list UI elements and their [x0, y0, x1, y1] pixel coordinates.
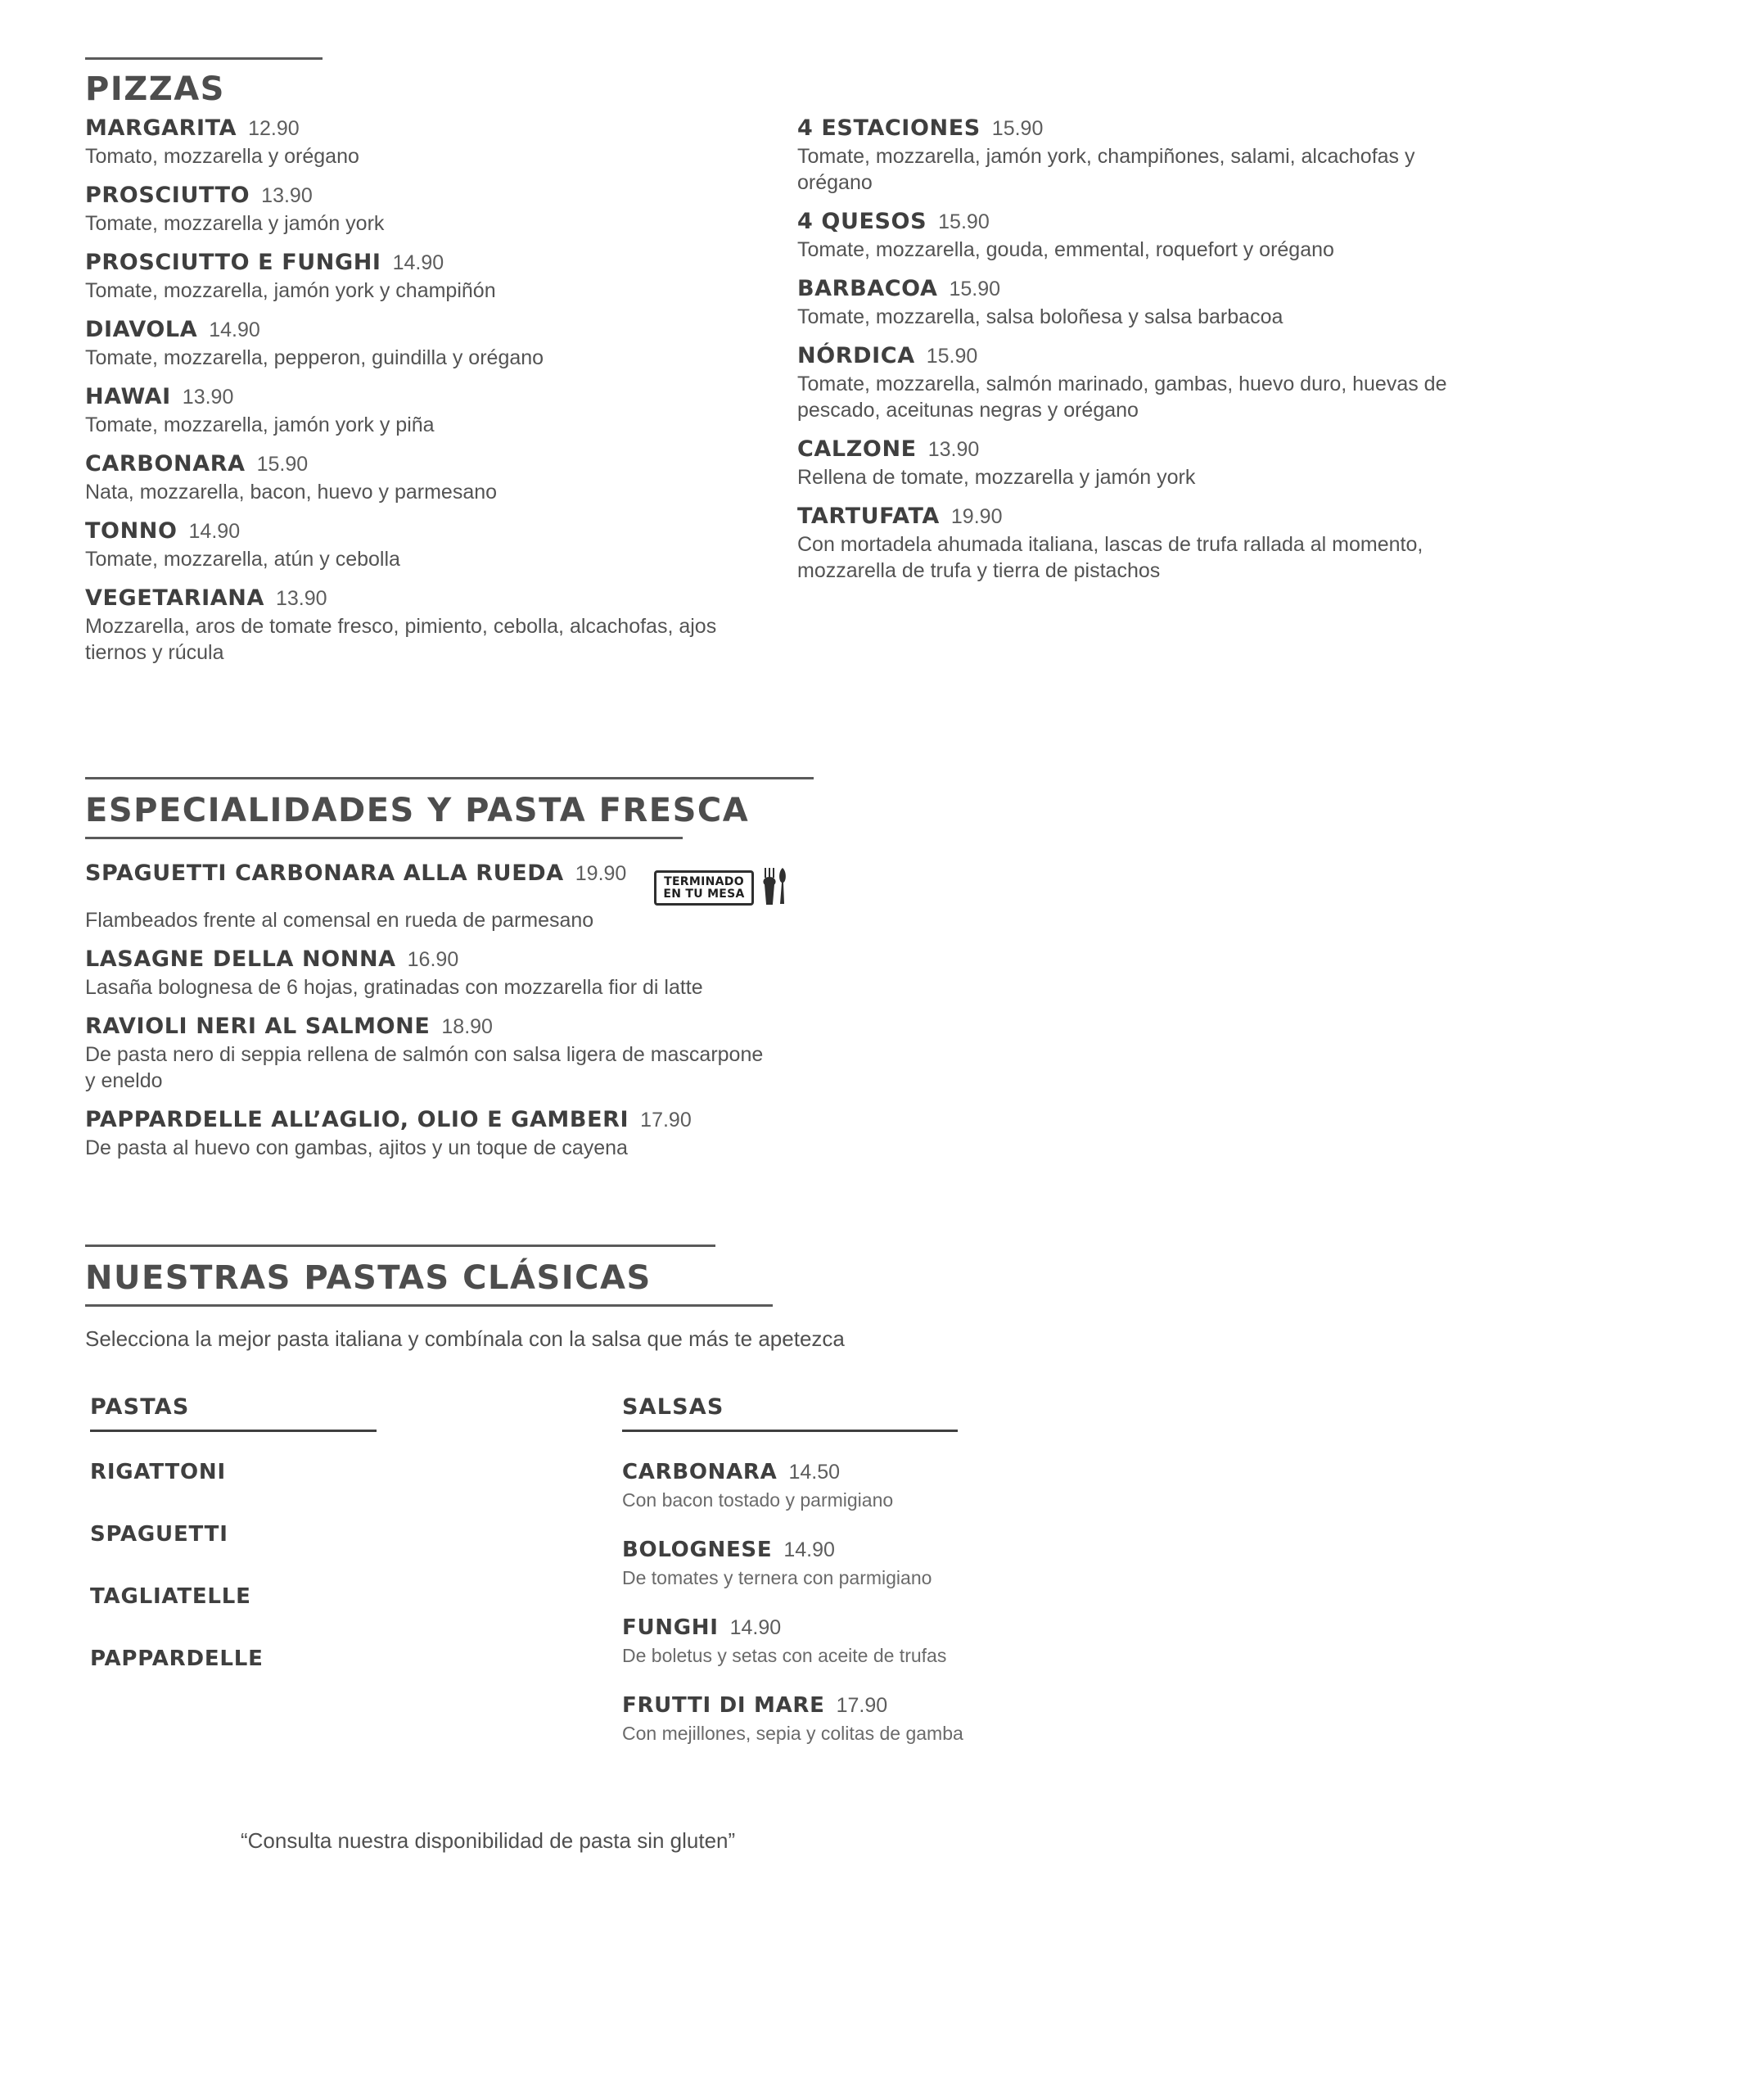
section-lead-text: Selecciona la mejor pasta italiana y combínala con la salsa que más te apetezca — [85, 1326, 845, 1352]
divider-top-especialidades — [85, 777, 814, 779]
list-item — [85, 946, 1608, 1001]
item-description: Tomate, mozzarella, salmón marinado, gambas, huevo duro, huevas de pescado, aceitunas negras y orégano — [797, 373, 1447, 422]
item-description: Flambeados frente al comensal en rueda de parmesano — [85, 909, 594, 933]
list-item — [85, 451, 740, 505]
column-header-pastas: PASTAS — [90, 1394, 190, 1421]
spacer — [85, 679, 1608, 777]
item-name: FRUTTI DI MARE — [622, 1693, 825, 1719]
list-item — [85, 585, 740, 666]
list-item — [85, 1014, 1608, 1094]
item-header — [85, 1107, 1608, 1132]
item-name: TARTUFATA — [797, 504, 940, 529]
item-price: 12.90 — [248, 117, 300, 140]
item-description: Con mejillones, sepia y colitas de gamba — [622, 1723, 963, 1745]
page-title-pizzas: PIZZAS — [85, 70, 225, 108]
item-description: Tomate, mozzarella, atún y cebolla — [85, 548, 400, 571]
item-price: 15.90 — [256, 453, 309, 476]
item-name: LASAGNE DELLA NONNA — [85, 946, 396, 973]
item-header — [85, 115, 740, 141]
item-name: PROSCIUTTO — [85, 183, 250, 208]
item-description: Tomato, mozzarella y orégano — [85, 145, 359, 168]
list-item — [622, 1693, 1359, 1745]
list-item — [797, 115, 1452, 196]
badge-line-1: TERMINADO — [664, 875, 744, 888]
list-item — [797, 436, 1452, 490]
item-name: VEGETARIANA — [85, 585, 264, 611]
item-name: NÓRDICA — [797, 343, 915, 368]
column-header-salsas: SALSAS — [622, 1394, 724, 1421]
item-header — [85, 1014, 1608, 1039]
divider-pastas — [90, 1430, 377, 1432]
item-description: Rellena de tomate, mozzarella y jamón york — [797, 466, 1196, 489]
item-name: MARGARITA — [85, 115, 237, 141]
list-item — [85, 1107, 1608, 1161]
item-description: De pasta al huevo con gambas, ajitos y un toque de cayena — [85, 1136, 628, 1160]
list-item — [797, 343, 1452, 423]
page-title-clasicas: NUESTRAS PASTAS CLÁSICAS — [85, 1259, 652, 1298]
item-name: 4 QUESOS — [797, 209, 927, 234]
item-header — [797, 276, 1452, 301]
item-name: 4 ESTACIONES — [797, 115, 981, 141]
list-item — [85, 518, 740, 572]
list-item: PAPPARDELLE — [90, 1647, 264, 1672]
item-price: 13.90 — [261, 184, 313, 207]
list-item — [622, 1460, 1359, 1511]
item-price: 17.90 — [640, 1109, 692, 1132]
item-header — [622, 1460, 1359, 1484]
item-price: 13.90 — [927, 438, 980, 461]
badge-text — [654, 870, 753, 906]
divider-top-clasicas — [85, 1244, 715, 1247]
item-description: Tomate, mozzarella y jamón york — [85, 212, 385, 235]
item-name: PAPPARDELLE ALL’AGLIO, OLIO E GAMBERI — [85, 1107, 629, 1133]
list-item — [622, 1538, 1359, 1589]
item-price: 14.90 — [392, 251, 444, 274]
divider-bottom-clasicas — [85, 1304, 773, 1307]
item-name: CALZONE — [797, 436, 917, 462]
item-name: BOLOGNESE — [622, 1538, 773, 1563]
menu-content — [85, 57, 1608, 1854]
spacer — [85, 1174, 1608, 1244]
item-header — [85, 183, 740, 208]
clasicas-columns — [85, 1394, 1608, 1771]
item-price: 16.90 — [407, 948, 459, 972]
list-item — [797, 504, 1452, 584]
item-price: 15.90 — [938, 210, 990, 233]
cutlery-icon — [760, 866, 788, 910]
item-header — [622, 1538, 1359, 1562]
item-header — [85, 585, 740, 611]
item-header — [797, 115, 1452, 141]
item-name: HAWAI — [85, 384, 171, 409]
item-header — [85, 384, 740, 409]
item-header — [85, 861, 1608, 905]
item-price: 18.90 — [441, 1015, 493, 1039]
item-description: Tomate, mozzarella, jamón york, champiñones, salami, alcachofas y orégano — [797, 145, 1415, 194]
item-description: Nata, mozzarella, bacon, huevo y parmesano — [85, 481, 498, 504]
item-name: SPAGUETTI CARBONARA ALLA RUEDA — [85, 861, 564, 886]
item-description: Tomate, mozzarella, salsa boloñesa y salsa barbacoa — [797, 305, 1284, 328]
item-price: 17.90 — [836, 1694, 888, 1718]
badge-line-2: EN TU MESA — [663, 887, 745, 901]
pizzas-column-right — [789, 115, 1452, 597]
list-item — [797, 209, 1452, 263]
section-especialidades — [85, 777, 1608, 1161]
section-pizzas — [85, 57, 1608, 679]
divider-top-pizzas — [85, 57, 323, 60]
item-price: 19.90 — [575, 862, 627, 885]
list-item — [85, 250, 740, 304]
footnote: “Consulta nuestra disponibilidad de pasta sin gluten” — [241, 1828, 736, 1854]
item-name: FUNGHI — [622, 1615, 719, 1641]
item-name: TONNO — [85, 518, 178, 544]
divider-bottom-especialidades — [85, 837, 683, 839]
item-name: PROSCIUTTO E FUNGHI — [85, 250, 381, 275]
item-header — [85, 946, 1608, 972]
pizzas-column-left — [85, 115, 740, 679]
item-description: De tomates y ternera con parmigiano — [622, 1567, 932, 1589]
list-item — [85, 384, 740, 438]
item-price: 19.90 — [950, 505, 1003, 528]
item-description: Tomate, mozzarella, jamón york y champiñón — [85, 279, 496, 302]
item-description: Lasaña bolognesa de 6 hojas, gratinadas con mozzarella fior di latte — [85, 976, 703, 1000]
item-description: De boletus y setas con aceite de trufas — [622, 1645, 947, 1667]
list-item: RIGATTONI — [90, 1460, 226, 1485]
item-header — [797, 209, 1452, 234]
status-badge — [654, 866, 787, 910]
list-item — [85, 115, 740, 169]
list-item — [85, 317, 740, 371]
item-description: Con bacon tostado y parmigiano — [622, 1489, 894, 1511]
item-price: 14.90 — [188, 520, 241, 543]
item-price: 13.90 — [276, 587, 327, 610]
item-header — [85, 518, 740, 544]
salsas-column — [622, 1394, 1359, 1771]
item-header — [85, 250, 740, 275]
item-price: 14.50 — [788, 1461, 841, 1484]
item-price: 15.90 — [949, 278, 1001, 300]
list-item: TAGLIATELLE — [90, 1584, 251, 1610]
section-pastas-clasicas — [85, 1244, 1608, 1854]
list-item — [797, 276, 1452, 330]
item-price: 15.90 — [991, 117, 1044, 140]
item-description: De pasta nero di seppia rellena de salmón con salsa ligera de mascarpone y eneldo — [85, 1043, 764, 1093]
list-item: SPAGUETTI — [90, 1522, 228, 1547]
item-price: 15.90 — [926, 345, 978, 368]
item-header — [797, 343, 1452, 368]
list-item — [622, 1615, 1359, 1667]
list-item — [85, 183, 740, 237]
item-header — [85, 317, 740, 342]
item-name: DIAVOLA — [85, 317, 198, 342]
item-name: RAVIOLI NERI AL SALMONE — [85, 1014, 431, 1040]
item-description: Tomate, mozzarella, pepperon, guindilla y orégano — [85, 346, 544, 369]
item-header — [622, 1693, 1359, 1718]
item-header — [797, 504, 1452, 529]
item-name: BARBACOA — [797, 276, 938, 301]
item-description: Tomate, mozzarella, gouda, emmental, roquefort y orégano — [797, 238, 1334, 261]
item-name: CARBONARA — [85, 451, 246, 477]
item-description: Tomate, mozzarella, jamón york y piña — [85, 413, 435, 436]
pizzas-columns — [85, 115, 1608, 679]
item-price: 14.90 — [783, 1538, 835, 1562]
item-name: CARBONARA — [622, 1460, 778, 1485]
item-price: 14.90 — [729, 1616, 782, 1640]
page-title-especialidades: ESPECIALIDADES Y PASTA FRESCA — [85, 792, 750, 829]
divider-salsas — [622, 1430, 958, 1432]
item-header — [797, 436, 1452, 462]
item-description: Mozzarella, aros de tomate fresco, pimiento, cebolla, alcachofas, ajos tiernos y rúcula — [85, 615, 717, 664]
pastas-column — [85, 1394, 622, 1771]
item-price: 13.90 — [182, 386, 234, 409]
list-item — [85, 861, 1608, 933]
item-description: Con mortadela ahumada italiana, lascas de trufa rallada al momento, mozzarella de trufa y tierra de pistachos — [797, 533, 1423, 582]
item-header — [622, 1615, 1359, 1640]
item-price: 14.90 — [209, 318, 260, 341]
item-header — [85, 451, 740, 477]
